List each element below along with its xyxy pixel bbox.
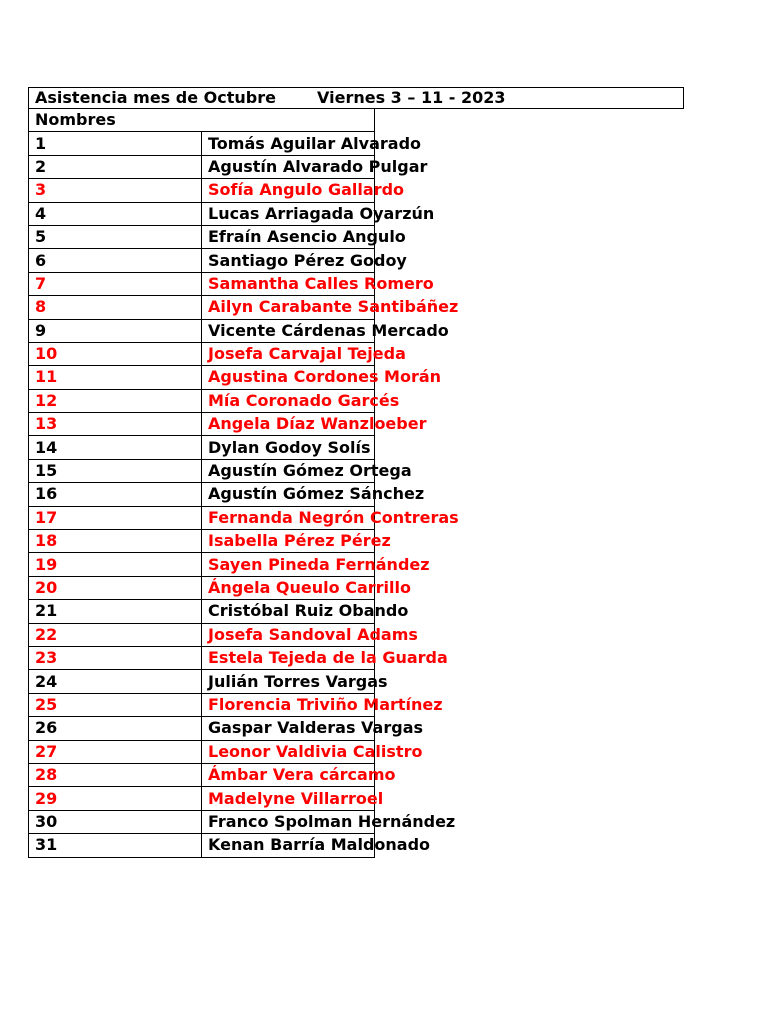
table-row xyxy=(29,272,375,295)
row-name: Florencia Triviño Martínez xyxy=(202,693,375,716)
row-number: 4 xyxy=(29,202,202,225)
table-row xyxy=(29,413,375,436)
row-number: 19 xyxy=(29,553,202,576)
row-name: Efraín Asencio Angulo xyxy=(202,225,375,248)
table-row xyxy=(29,249,375,272)
row-number: 17 xyxy=(29,506,202,529)
row-name: Sofía Angulo Gallardo xyxy=(202,179,375,202)
row-number: 3 xyxy=(29,179,202,202)
table-row xyxy=(29,623,375,646)
row-number: 29 xyxy=(29,787,202,810)
row-name: Agustina Cordones Morán xyxy=(202,366,375,389)
row-number: 25 xyxy=(29,693,202,716)
row-name: Julián Torres Vargas xyxy=(202,670,375,693)
row-number: 16 xyxy=(29,483,202,506)
row-name: Sayen Pineda Fernández xyxy=(202,553,375,576)
attendance-header xyxy=(28,87,684,109)
row-name: Angela Díaz Wanzloeber xyxy=(202,413,375,436)
table-row xyxy=(29,132,375,155)
row-name: Gaspar Valderas Vargas xyxy=(202,717,375,740)
table-row xyxy=(29,787,375,810)
row-number: 10 xyxy=(29,342,202,365)
table-row xyxy=(29,693,375,716)
table-row xyxy=(29,202,375,225)
table-row xyxy=(29,717,375,740)
header-title: Asistencia mes de Octubre xyxy=(35,88,276,107)
row-number: 21 xyxy=(29,600,202,623)
row-number: 24 xyxy=(29,670,202,693)
row-number: 13 xyxy=(29,413,202,436)
row-number: 1 xyxy=(29,132,202,155)
table-row xyxy=(29,342,375,365)
row-name: Ailyn Carabante Santibáñez xyxy=(202,296,375,319)
table-row xyxy=(29,459,375,482)
row-name: Lucas Arriagada Oyarzún xyxy=(202,202,375,225)
table-row xyxy=(29,179,375,202)
table-row xyxy=(29,436,375,459)
table-row xyxy=(29,810,375,833)
row-name: Samantha Calles Romero xyxy=(202,272,375,295)
table-row xyxy=(29,553,375,576)
row-name: Ángela Queulo Carrillo xyxy=(202,576,375,599)
row-name: Madelyne Villarroel xyxy=(202,787,375,810)
row-number: 14 xyxy=(29,436,202,459)
names-table xyxy=(28,108,459,858)
row-number: 27 xyxy=(29,740,202,763)
row-number: 20 xyxy=(29,576,202,599)
row-name: Cristóbal Ruiz Obando xyxy=(202,600,375,623)
row-number: 8 xyxy=(29,296,202,319)
table-row xyxy=(29,600,375,623)
header-date: Viernes 3 – 11 - 2023 xyxy=(317,88,506,107)
table-row xyxy=(29,576,375,599)
row-number: 5 xyxy=(29,225,202,248)
row-name: Josefa Sandoval Adams xyxy=(202,623,375,646)
row-name: Ámbar Vera cárcamo xyxy=(202,763,375,786)
row-number: 2 xyxy=(29,155,202,178)
row-name: Agustín Alvarado Pulgar xyxy=(202,155,375,178)
table-row xyxy=(29,319,375,342)
row-name: Franco Spolman Hernández xyxy=(202,810,375,833)
row-name: Josefa Carvajal Tejeda xyxy=(202,342,375,365)
table-row xyxy=(29,506,375,529)
column-header-row xyxy=(29,109,375,132)
column-header-nombres: Nombres xyxy=(29,109,375,132)
row-name: Agustín Gómez Sánchez xyxy=(202,483,375,506)
row-name: Agustín Gómez Ortega xyxy=(202,459,375,482)
table-row xyxy=(29,483,375,506)
table-row xyxy=(29,646,375,669)
row-name: Dylan Godoy Solís xyxy=(202,436,375,459)
table-row xyxy=(29,530,375,553)
row-name: Leonor Valdivia Calistro xyxy=(202,740,375,763)
table-row xyxy=(29,834,375,857)
row-name: Estela Tejeda de la Guarda xyxy=(202,646,375,669)
table-row xyxy=(29,296,375,319)
names-table-body xyxy=(29,109,459,858)
table-row xyxy=(29,670,375,693)
row-number: 15 xyxy=(29,459,202,482)
row-number: 26 xyxy=(29,717,202,740)
row-number: 18 xyxy=(29,530,202,553)
row-number: 6 xyxy=(29,249,202,272)
row-number: 28 xyxy=(29,763,202,786)
row-number: 9 xyxy=(29,319,202,342)
row-name: Mía Coronado Garcés xyxy=(202,389,375,412)
table-row xyxy=(29,389,375,412)
table-row xyxy=(29,740,375,763)
row-name: Santiago Pérez Godoy xyxy=(202,249,375,272)
row-name: Tomás Aguilar Alvarado xyxy=(202,132,375,155)
row-number: 7 xyxy=(29,272,202,295)
row-number: 31 xyxy=(29,834,202,857)
table-row xyxy=(29,155,375,178)
row-name: Vicente Cárdenas Mercado xyxy=(202,319,375,342)
table-row xyxy=(29,225,375,248)
row-number: 23 xyxy=(29,646,202,669)
table-row xyxy=(29,366,375,389)
row-number: 12 xyxy=(29,389,202,412)
row-number: 30 xyxy=(29,810,202,833)
table-row xyxy=(29,763,375,786)
row-number: 11 xyxy=(29,366,202,389)
row-name: Kenan Barría Maldonado xyxy=(202,834,375,857)
row-name: Fernanda Negrón Contreras xyxy=(202,506,375,529)
row-name: Isabella Pérez Pérez xyxy=(202,530,375,553)
row-number: 22 xyxy=(29,623,202,646)
